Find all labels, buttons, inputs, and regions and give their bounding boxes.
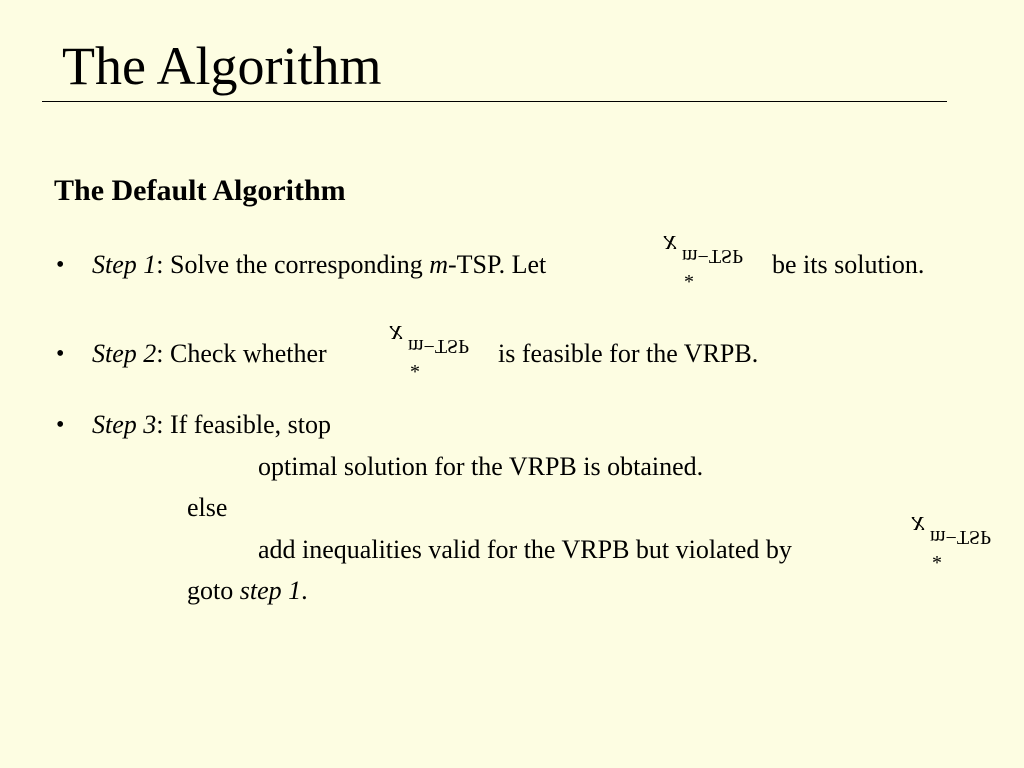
step-2-tail: is feasible for the VRPB. bbox=[498, 339, 759, 368]
slide-title: The Algorithm bbox=[62, 36, 382, 96]
formula-superscript: m−TSP bbox=[408, 335, 470, 357]
step-1-text-a: : Solve the corresponding bbox=[156, 250, 430, 279]
step-3-label: Step 3 bbox=[92, 410, 157, 439]
formula-graphic bbox=[390, 319, 486, 383]
title-divider bbox=[42, 101, 947, 102]
step-1-text-b: -TSP. Let bbox=[448, 250, 547, 279]
goto-period: . bbox=[301, 576, 308, 605]
step-2-line bbox=[92, 337, 327, 371]
step-3-optimal-line: optimal solution for the VRPB is obtained. bbox=[258, 452, 704, 481]
step-1-var-m: m bbox=[429, 250, 448, 279]
formula-subscript: * bbox=[684, 271, 694, 293]
formula-x-star-mtsp-1 bbox=[664, 229, 760, 293]
step-1-label: Step 1 bbox=[92, 250, 157, 279]
step-2-text-a: : Check whether bbox=[156, 339, 327, 368]
formula-graphic bbox=[664, 229, 760, 293]
formula-graphic bbox=[912, 510, 1008, 574]
formula-superscript: m−TSP bbox=[930, 526, 992, 548]
formula-base: x bbox=[912, 510, 925, 541]
formula-superscript: m−TSP bbox=[682, 245, 744, 267]
step-3-else-line: else bbox=[187, 493, 228, 522]
goto-text: goto bbox=[187, 576, 240, 605]
formula-base: x bbox=[664, 229, 677, 260]
bullet-step-3: • bbox=[56, 412, 65, 438]
step-3-line bbox=[92, 408, 331, 442]
step-3-text-a: : If feasible, stop bbox=[156, 410, 331, 439]
goto-target: step 1 bbox=[239, 576, 302, 605]
step-1-line bbox=[92, 248, 546, 282]
step-1-tail: be its solution. bbox=[772, 250, 925, 279]
formula-x-star-mtsp-2 bbox=[390, 319, 486, 383]
step-3-add-inequalities-line: add inequalities valid for the VRPB but violated by bbox=[258, 535, 792, 564]
formula-base: x bbox=[390, 319, 403, 350]
section-heading: The Default Algorithm bbox=[54, 174, 346, 207]
step-2-label: Step 2 bbox=[92, 339, 157, 368]
step-3-goto-line bbox=[187, 574, 308, 608]
formula-subscript: * bbox=[932, 552, 942, 574]
formula-x-star-mtsp-3 bbox=[912, 510, 1008, 574]
bullet-step-2: • bbox=[56, 341, 65, 367]
formula-subscript: * bbox=[410, 361, 420, 383]
bullet-step-1: • bbox=[56, 252, 65, 278]
